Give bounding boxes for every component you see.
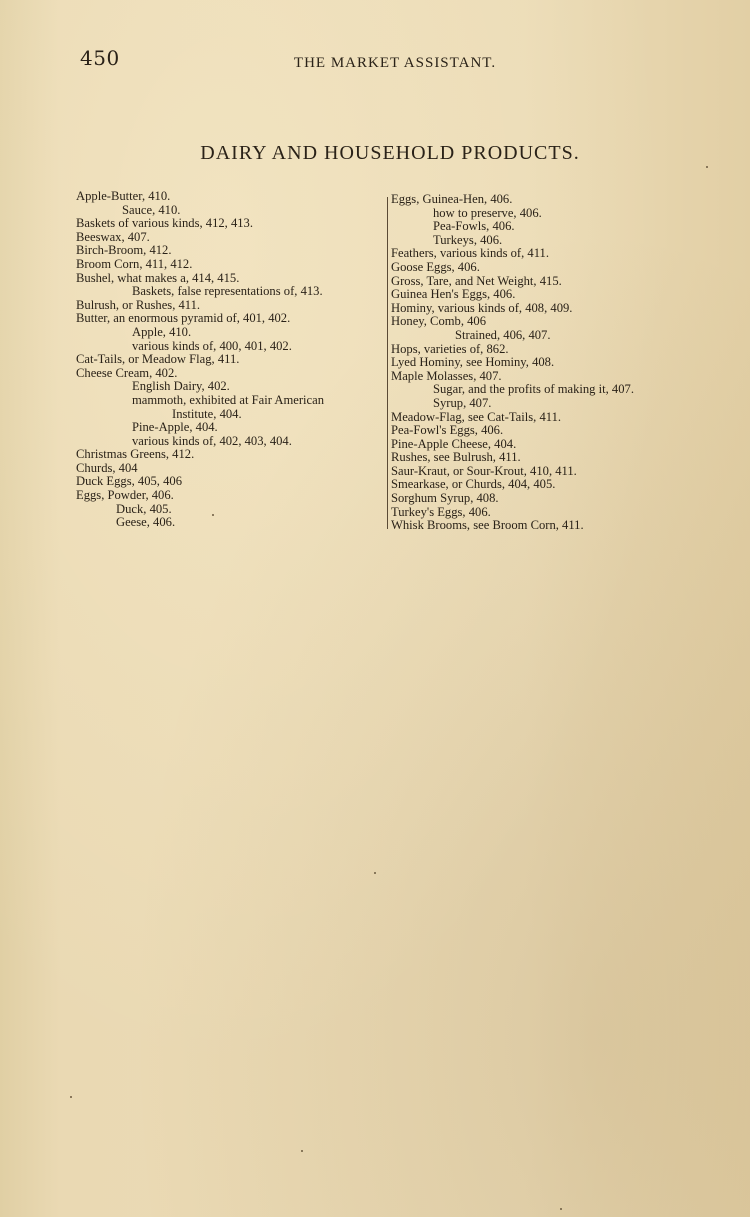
index-entry: Cheese Cream, 402. bbox=[76, 365, 178, 380]
index-entry: Cat-Tails, or Meadow Flag, 411. bbox=[76, 352, 240, 367]
index-entry: Honey, Comb, 406 bbox=[391, 314, 487, 329]
index-entry: various kinds of, 400, 401, 402. bbox=[132, 338, 292, 353]
index-entry: Broom Corn, 411, 412. bbox=[76, 256, 193, 271]
index-entry: Pea-Fowl's Eggs, 406. bbox=[391, 423, 504, 438]
paper-speck bbox=[70, 1096, 72, 1098]
index-column-left bbox=[76, 190, 388, 530]
index-entry: Turkeys, 406. bbox=[433, 232, 503, 247]
index-entry: Duck Eggs, 405, 406 bbox=[76, 474, 182, 489]
index-entry: Sugar, and the profits of making it, 407. bbox=[433, 382, 634, 397]
index-entry: Churds, 404 bbox=[76, 460, 138, 475]
index-entry: Feathers, various kinds of, 411. bbox=[391, 246, 549, 261]
index-entry: Gross, Tare, and Net Weight, 415. bbox=[391, 273, 562, 288]
index-entry: Bushel, what makes a, 414, 415. bbox=[76, 270, 240, 285]
index-entry: Turkey's Eggs, 406. bbox=[391, 504, 491, 519]
index-entry: Beeswax, 407. bbox=[76, 229, 150, 244]
index-entry: Pea-Fowls, 406. bbox=[433, 219, 515, 234]
paper-speck bbox=[212, 514, 214, 516]
index-entry: Eggs, Powder, 406. bbox=[76, 488, 174, 503]
index-entry: Pine-Apple Cheese, 404. bbox=[391, 436, 517, 451]
index-entry: Meadow-Flag, see Cat-Tails, 411. bbox=[391, 409, 562, 424]
index-entry: Rushes, see Bulrush, 411. bbox=[391, 450, 521, 465]
paper-speck bbox=[374, 872, 376, 874]
index-entry: Birch-Broom, 412. bbox=[76, 243, 172, 258]
paper-speck bbox=[560, 1208, 562, 1210]
index-entry: English Dairy, 402. bbox=[132, 379, 230, 394]
index-entry: Hops, varieties of, 862. bbox=[391, 341, 509, 356]
index-entry: Goose Eggs, 406. bbox=[391, 259, 480, 274]
column-divider bbox=[387, 197, 388, 529]
index-entry: Strained, 406, 407. bbox=[455, 327, 551, 342]
index-entry: various kinds of, 402, 403, 404. bbox=[132, 433, 292, 448]
paper-speck bbox=[706, 166, 708, 168]
index-entry: Maple Molasses, 407. bbox=[391, 368, 502, 383]
index-entry: Pine-Apple, 404. bbox=[132, 420, 218, 435]
index-entry: Guinea Hen's Eggs, 406. bbox=[391, 287, 516, 302]
index-entry: Lyed Hominy, see Hominy, 408. bbox=[391, 355, 555, 370]
index-entry: Hominy, various kinds of, 408, 409. bbox=[391, 300, 573, 315]
index-entry: Christmas Greens, 412. bbox=[76, 447, 195, 462]
index-entry: Sorghum Syrup, 408. bbox=[391, 491, 499, 506]
running-head: THE MARKET ASSISTANT. bbox=[293, 55, 497, 71]
index-entry: Syrup, 407. bbox=[433, 395, 492, 410]
index-entry: Duck, 405. bbox=[116, 501, 172, 516]
index-entry: Institute, 404. bbox=[172, 406, 242, 421]
index-column-right bbox=[391, 193, 703, 533]
index-entry: Apple-Butter, 410. bbox=[76, 189, 171, 203]
index-entry: Butter, an enormous pyramid of, 401, 402. bbox=[76, 311, 291, 326]
index-entry: mammoth, exhibited at Fair American bbox=[132, 392, 325, 407]
index-entry: how to preserve, 406. bbox=[433, 205, 542, 220]
index-entry: Eggs, Guinea-Hen, 406. bbox=[391, 192, 513, 206]
section-title: DAIRY AND HOUSEHOLD PRODUCTS. bbox=[200, 142, 580, 164]
index-entry: Smearkase, or Churds, 404, 405. bbox=[391, 477, 556, 492]
index-entry: Sauce, 410. bbox=[122, 202, 181, 217]
page-number: 450 bbox=[80, 46, 120, 70]
index-entry: Bulrush, or Rushes, 411. bbox=[76, 297, 201, 312]
index-entry: Whisk Brooms, see Broom Corn, 411. bbox=[391, 518, 584, 533]
index-entry: Geese, 406. bbox=[116, 515, 176, 530]
index-entry: Baskets of various kinds, 412, 413. bbox=[76, 216, 254, 231]
index-entry: Baskets, false representations of, 413. bbox=[132, 284, 323, 299]
index-entry: Saur-Kraut, or Sour-Krout, 410, 411. bbox=[391, 463, 577, 478]
paper-speck bbox=[301, 1150, 303, 1152]
index-entry: Apple, 410. bbox=[132, 324, 192, 339]
